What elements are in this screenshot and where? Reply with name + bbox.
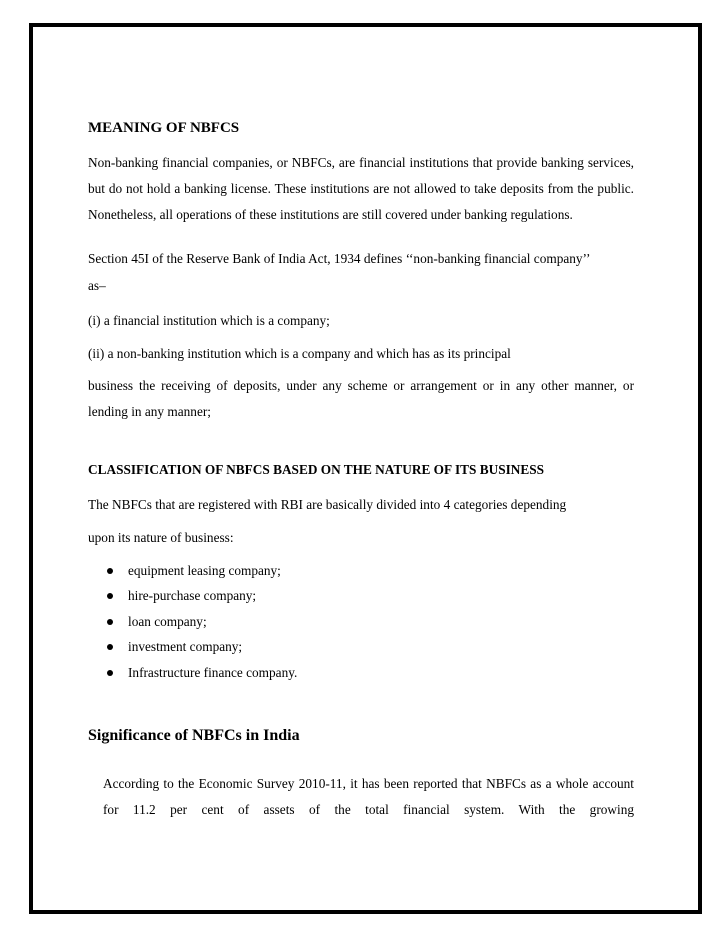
- significance-paragraph: According to the Economic Survey 2010-11, it has been reported that NBFCs as a whole account for 11.2 per cent of assets of the total financial system. With the growing: [103, 776, 634, 817]
- classification-line-1: The NBFCs that are registered with RBI are basically divided into 4 categories depending: [88, 497, 567, 512]
- list-item: equipment leasing company;: [104, 558, 297, 583]
- bullet-icon: [107, 644, 113, 650]
- section-line-1: Section 45I of the Reserve Bank of India Act, 1934 defines ‘‘non-banking financial company’’: [88, 251, 591, 266]
- category-list: [104, 558, 297, 685]
- classification-heading: CLASSIFICATION OF NBFCS BASED ON THE NATURE OF ITS BUSINESS: [88, 462, 545, 477]
- definition-item-i: (i) a financial institution which is a company;: [88, 313, 330, 328]
- classification-line-2: upon its nature of business:: [88, 530, 234, 545]
- meaning-heading: MEANING OF NBFCS: [88, 120, 240, 136]
- bullet-icon: [107, 568, 113, 574]
- bullet-icon: [107, 619, 113, 625]
- bullet-icon: [107, 593, 113, 599]
- bullet-icon: [107, 670, 113, 676]
- list-item: investment company;: [104, 634, 297, 659]
- section-line-2: as–: [88, 278, 106, 293]
- business-paragraph: business the receiving of deposits, under any scheme or arrangement or in any other manner, or lending in any manner;: [88, 378, 634, 419]
- list-item: hire-purchase company;: [104, 583, 297, 608]
- list-item: Infrastructure finance company.: [104, 660, 297, 685]
- list-item: loan company;: [104, 609, 297, 634]
- meaning-paragraph: Non-banking financial companies, or NBFCs, are financial institutions that provide banking services, but do not hold a banking license. These institutions are not allowed to take deposits from the public. Nonetheless, all operations of these institutions are still covered under banking regulations.: [88, 155, 634, 222]
- significance-heading: Significance of NBFCs in India: [88, 727, 300, 744]
- definition-item-ii: (ii) a non-banking institution which is a company and which has as its principal: [88, 346, 511, 361]
